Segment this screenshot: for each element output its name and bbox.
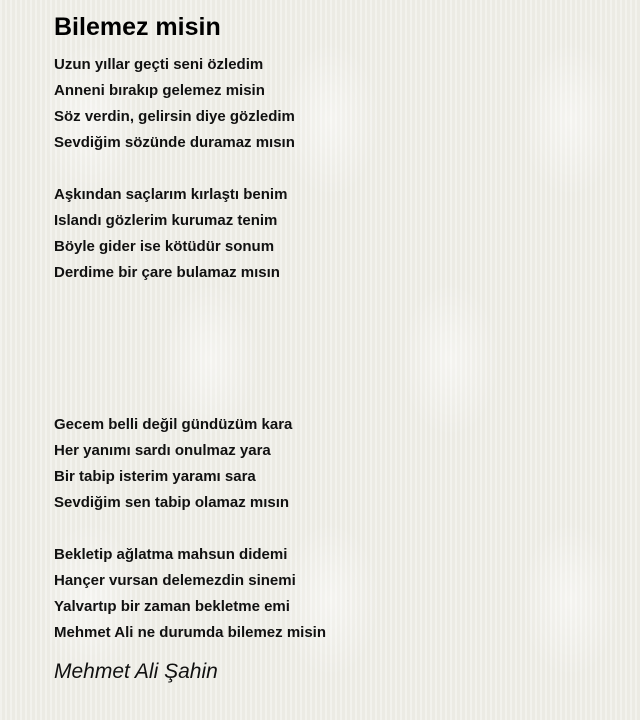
poem-line: Yalvartıp bir zaman bekletme emi: [54, 598, 290, 615]
poem-line: Hançer vursan delemezdin sinemi: [54, 572, 296, 589]
poem-line: Gecem belli değil gündüzüm kara: [54, 416, 293, 433]
stanza-4: [54, 542, 326, 646]
poem-line: Böyle gider ise kötüdür sonum: [54, 238, 275, 255]
poem-line: Uzun yıllar geçti seni özledim: [54, 56, 264, 73]
poem-line: Anneni bırakıp gelemez misin: [54, 82, 265, 99]
poem-title: Bilemez misin: [54, 13, 221, 41]
poem-line: Aşkından saçlarım kırlaştı benim: [54, 186, 288, 203]
poem-author: Mehmet Ali Şahin: [54, 660, 218, 683]
poem-line: Sevdiğim sözünde duramaz mısın: [54, 134, 295, 151]
poem-line: Islandı gözlerim kurumaz tenim: [54, 212, 278, 229]
stanza-2: [54, 182, 287, 286]
poem-line: Derdime bir çare bulamaz mısın: [54, 264, 280, 281]
stanza-3: [54, 412, 292, 516]
poem-line: Bir tabip isterim yaramı sara: [54, 468, 256, 485]
poem-line: Mehmet Ali ne durumda bilemez misin: [54, 624, 326, 641]
poem-line: Sevdiğim sen tabip olamaz mısın: [54, 494, 290, 511]
poem-line: Söz verdin, gelirsin diye gözledim: [54, 108, 295, 125]
poem-line: Bekletip ağlatma mahsun didemi: [54, 546, 288, 563]
stanza-1: [54, 52, 295, 156]
poem-line: Her yanımı sardı onulmaz yara: [54, 442, 271, 459]
